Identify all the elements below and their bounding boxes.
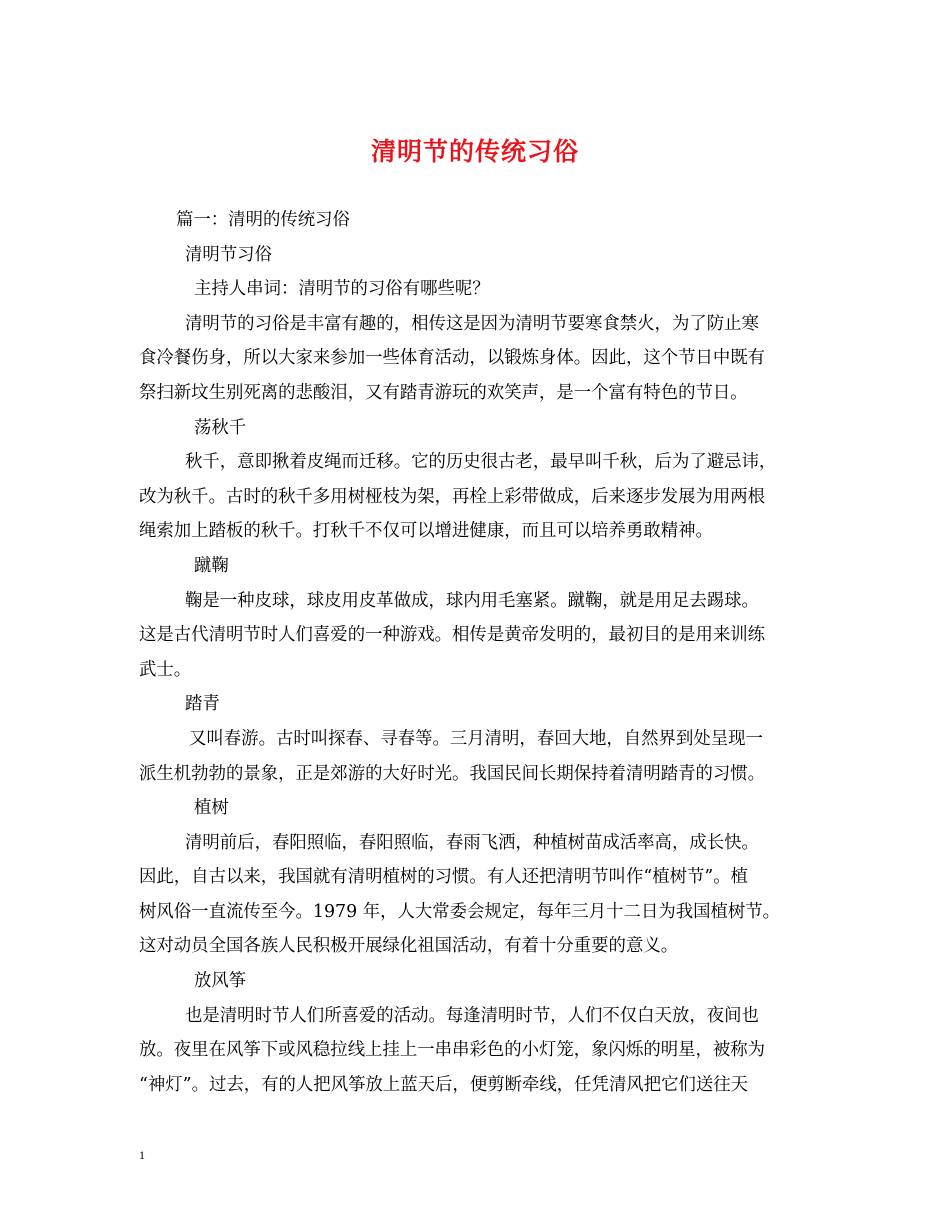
body-line: 这对动员全国各族人民积极开展绿化祖国活动，有着十分重要的意义。: [139, 936, 679, 957]
body-line: 蹴鞠: [194, 555, 229, 576]
body-line: 清明节习俗: [185, 244, 272, 265]
body-line: 这是古代清明节时人们喜爱的一种游戏。相传是黄帝发明的，最初目的是用来训练: [139, 625, 766, 646]
body-line: 清明节的习俗是丰富有趣的，相传这是因为清明节要寒食禁火，为了防止寒: [185, 313, 759, 334]
body-line: 植树: [194, 798, 229, 819]
body-line: 绳索加上踏板的秋千。打秋千不仅可以增进健康，而且可以培养勇敢精神。: [139, 521, 713, 542]
body-line: 改为秋千。古时的秋千多用树桠枝为架，再栓上彩带做成，后来逐步发展为用两根: [139, 486, 766, 507]
body-line: 放风筝: [194, 971, 247, 992]
body-line: 主持人串词：清明节的习俗有哪些呢？: [194, 279, 490, 300]
body-line: 祭扫新坟生别死离的悲酸泪，又有踏青游玩的欢笑声，是一个富有特色的节日。: [139, 382, 748, 403]
body-line: 秋千，意即揪着皮绳而迁移。它的历史很古老，最早叫千秋，后为了避忌讳，: [185, 452, 777, 473]
document-body: [139, 203, 839, 1102]
body-line: 树风俗一直流传至今。1979 年，人大常委会规定，每年三月十二日为我国植树节。: [139, 901, 781, 922]
body-line: 武士。: [139, 659, 192, 680]
body-line: 派生机勃勃的景象，正是郊游的大好时光。我国民间长期保持着清明踏青的习惯。: [139, 763, 766, 784]
document-title: 清明节的传统习俗: [370, 137, 579, 166]
body-line: 也是清明时节人们所喜爱的活动。每逢清明时节，人们不仅白天放，夜间也: [185, 1005, 759, 1026]
body-line: 又叫春游。古时叫探春、寻春等。三月清明，春回大地，自然界到处呈现一: [189, 728, 763, 749]
body-line: 食冷餐伤身，所以大家来参加一些体育活动，以锻炼身体。因此，这个节日中既有: [139, 348, 766, 369]
body-line: 清明前后，春阳照临，春阳照临，春雨飞洒，种植树苗成活率高，成长快。: [185, 832, 759, 853]
body-line: 放。夜里在风筝下或风稳拉线上挂上一串串彩色的小灯笼，象闪烁的明星，被称为: [139, 1040, 766, 1061]
body-line: 踏青: [185, 694, 220, 715]
body-line: 鞠是一种皮球，球皮用皮革做成，球内用毛塞紧。蹴鞠，就是用足去踢球。: [185, 590, 759, 611]
body-line: “神灯”。过去，有的人把风筝放上蓝天后，便剪断牵线，任凭清风把它们送往天: [139, 1074, 749, 1095]
body-line: 因此，自古以来，我国就有清明植树的习惯。有人还把清明节叫作“植树节”。植: [139, 867, 749, 888]
page-number: 1: [139, 1148, 145, 1162]
body-line: 篇一：清明的传统习俗: [176, 210, 350, 230]
body-line: 荡秋千: [194, 417, 247, 438]
